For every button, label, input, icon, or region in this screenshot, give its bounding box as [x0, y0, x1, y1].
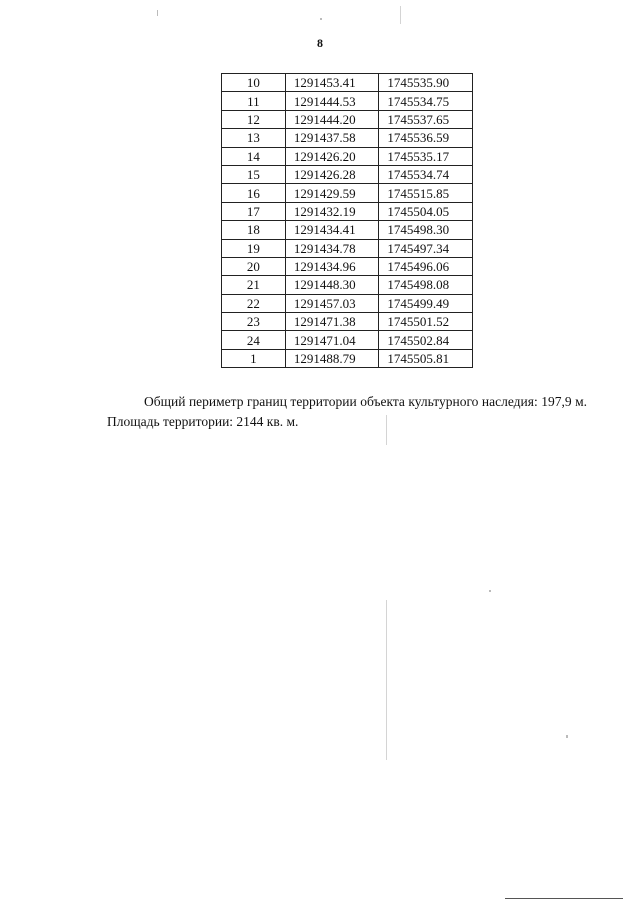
- table-row: [222, 257, 473, 275]
- y-coordinate-cell: 1745496.06: [379, 257, 473, 275]
- x-coordinate-cell: 1291426.28: [285, 165, 379, 183]
- point-number-cell: 11: [222, 92, 286, 110]
- scan-artifact-line: [386, 415, 387, 445]
- table-row: [222, 147, 473, 165]
- point-number-cell: 12: [222, 110, 286, 128]
- x-coordinate-cell: 1291471.38: [285, 313, 379, 331]
- x-coordinate-cell: 1291434.41: [285, 221, 379, 239]
- table-row: [222, 221, 473, 239]
- y-coordinate-cell: 1745535.90: [379, 74, 473, 92]
- x-coordinate-cell: 1291444.53: [285, 92, 379, 110]
- point-number-cell: 21: [222, 276, 286, 294]
- point-number-cell: 24: [222, 331, 286, 349]
- table-row: [222, 165, 473, 183]
- x-coordinate-cell: 1291448.30: [285, 276, 379, 294]
- x-coordinate-cell: 1291437.58: [285, 129, 379, 147]
- point-number-cell: 13: [222, 129, 286, 147]
- table-row: [222, 74, 473, 92]
- scan-artifact-line: [400, 6, 401, 24]
- y-coordinate-cell: 1745498.30: [379, 221, 473, 239]
- x-coordinate-cell: 1291471.04: [285, 331, 379, 349]
- table-row: [222, 184, 473, 202]
- scan-artifact-line: [386, 600, 387, 760]
- y-coordinate-cell: 1745497.34: [379, 239, 473, 257]
- x-coordinate-cell: 1291434.96: [285, 257, 379, 275]
- page-number: 8: [317, 36, 323, 50]
- point-number-cell: 19: [222, 239, 286, 257]
- table-row: [222, 313, 473, 331]
- table-row: [222, 294, 473, 312]
- y-coordinate-cell: 1745505.81: [379, 349, 473, 367]
- x-coordinate-cell: 1291457.03: [285, 294, 379, 312]
- y-coordinate-cell: 1745502.84: [379, 331, 473, 349]
- x-coordinate-cell: 1291488.79: [285, 349, 379, 367]
- x-coordinate-cell: 1291429.59: [285, 184, 379, 202]
- table-row: [222, 202, 473, 220]
- point-number-cell: 22: [222, 294, 286, 312]
- scan-artifact-speck: [320, 18, 322, 20]
- point-number-cell: 14: [222, 147, 286, 165]
- point-number-cell: 15: [222, 165, 286, 183]
- table-row: [222, 239, 473, 257]
- y-coordinate-cell: 1745534.74: [379, 165, 473, 183]
- y-coordinate-cell: 1745499.49: [379, 294, 473, 312]
- point-number-cell: 17: [222, 202, 286, 220]
- y-coordinate-cell: 1745515.85: [379, 184, 473, 202]
- y-coordinate-cell: 1745498.08: [379, 276, 473, 294]
- x-coordinate-cell: 1291432.19: [285, 202, 379, 220]
- point-number-cell: 18: [222, 221, 286, 239]
- x-coordinate-cell: 1291444.20: [285, 110, 379, 128]
- table-row: [222, 92, 473, 110]
- point-number-cell: 10: [222, 74, 286, 92]
- point-number-cell: 23: [222, 313, 286, 331]
- scan-artifact-speck: [489, 590, 491, 592]
- x-coordinate-cell: 1291453.41: [285, 74, 379, 92]
- y-coordinate-cell: 1745536.59: [379, 129, 473, 147]
- table-row: [222, 276, 473, 294]
- bottom-rule: [505, 898, 623, 899]
- table-row: [222, 349, 473, 367]
- point-number-cell: 16: [222, 184, 286, 202]
- x-coordinate-cell: 1291426.20: [285, 147, 379, 165]
- table-row: [222, 110, 473, 128]
- y-coordinate-cell: 1745535.17: [379, 147, 473, 165]
- table-row: [222, 129, 473, 147]
- table-row: [222, 331, 473, 349]
- coordinates-table: [221, 73, 473, 368]
- perimeter-area-summary: Общий периметр границ территории объекта культурного наследия: 197,9 м. Площадь территории: 2144 кв. м.: [107, 393, 587, 429]
- x-coordinate-cell: 1291434.78: [285, 239, 379, 257]
- scan-artifact-speck: [157, 10, 158, 16]
- coordinates-table-body: [222, 74, 473, 368]
- y-coordinate-cell: 1745504.05: [379, 202, 473, 220]
- y-coordinate-cell: 1745537.65: [379, 110, 473, 128]
- point-number-cell: 1: [222, 349, 286, 367]
- point-number-cell: 20: [222, 257, 286, 275]
- y-coordinate-cell: 1745534.75: [379, 92, 473, 110]
- y-coordinate-cell: 1745501.52: [379, 313, 473, 331]
- scan-artifact-speck: [566, 735, 568, 738]
